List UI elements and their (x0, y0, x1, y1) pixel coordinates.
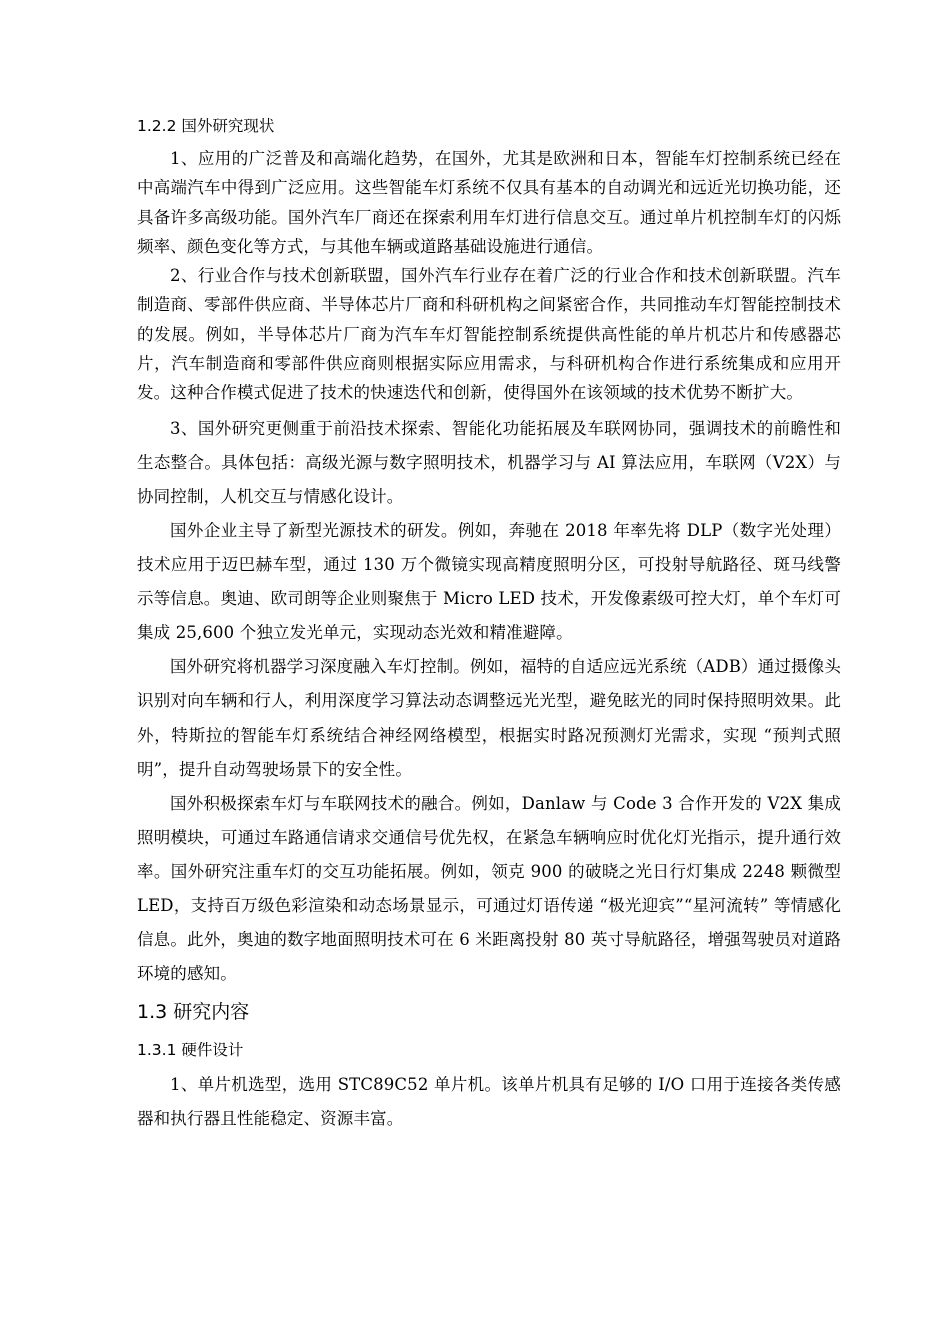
document-page (137, 113, 841, 1136)
paragraph-light-source-tech: 国外企业主导了新型光源技术的研发。例如，奔驰在 2018 年率先将 DLP（数字光处理）技术应用于迈巴赫车型，通过 130 万个微镜实现高精度照明分区，可投射导航路径、斑马线警示等信息。奥迪、欧司朗等企业则聚焦于 Micro LED 技术，开发像素级可控大灯，单个车灯可集成 25,600 个独立发光单元，实现动态光效和精准避障。 (137, 520, 841, 643)
paragraph-mcu-selection: 1、单片机选型，选用 STC89C52 单片机。该单片机具有足够的 I/O 口用于连接各类传感器和执行器且性能稳定、资源丰富。 (137, 1075, 841, 1129)
paragraph-application-trend: 1、应用的广泛普及和高端化趋势，在国外，尤其是欧洲和日本，智能车灯控制系统已经在中高端汽车中得到广泛应用。这些智能车灯系统不仅具有基本的自动调光和远近光切换功能，还具备许多高级功能。国外汽车厂商还在探索利用车灯进行信息交互。通过单片机控制车灯的闪烁频率、颜色变化等方式，与其他车辆或道路基础设施进行通信。 (137, 149, 841, 256)
section-heading-1-2-2: 1.2.2 国外研究现状 (137, 117, 275, 135)
section-heading-1-3: 1.3 研究内容 (137, 1001, 250, 1024)
paragraph-machine-learning: 国外研究将机器学习深度融入车灯控制。例如，福特的自适应远光系统（ADB）通过摄像头识别对向车辆和行人，利用深度学习算法动态调整远光光型，避免眩光的同时保持照明效果。此外，特斯拉的智能车灯系统结合神经网络模型，根据实时路况预测灯光需求，实现 “预判式照明”，提升自动驾驶场景下的安全性。 (137, 657, 841, 779)
paragraph-v2x-interaction: 国外积极探索车灯与车联网技术的融合。例如，Danlaw 与 Code 3 合作开发的 V2X 集成照明模块，可通过车路通信请求交通信号优先权，在紧急车辆响应时优化灯光指示，提升通行效率。国外研究注重车灯的交互功能拓展。例如，领克 900 的破晓之光日行灯集成 2248 颗微型 LED，支持百万级色彩渲染和动态场景显示，可通过灯语传递 “极光迎宾”“星河流转” 等情感化信息。此外，奥迪的数字地面照明技术可在 6 米距离投射 80 英寸导航路径，增强驾驶员对道路环境的感知。 (137, 793, 841, 984)
paragraph-industry-cooperation: 2、行业合作与技术创新联盟，国外汽车行业存在着广泛的行业合作和技术创新联盟。汽车制造商、零部件供应商、半导体芯片厂商和科研机构之间紧密合作，共同推动车灯智能控制技术的发展。例如，半导体芯片厂商为汽车车灯智能控制系统提供高性能的单片机芯片和传感器芯片，汽车制造商和零部件供应商则根据实际应用需求，与科研机构合作进行系统集成和应用开发。这种合作模式促进了技术的快速迭代和创新，使得国外在该领域的技术优势不断扩大。 (137, 266, 841, 403)
paragraph-frontier-research: 3、国外研究更侧重于前沿技术探索、智能化功能拓展及车联网协同，强调技术的前瞻性和生态整合。具体包括：高级光源与数字照明技术，机器学习与 AI 算法应用，车联网（V2X）与协同控制，人机交互与情感化设计。 (137, 418, 841, 506)
section-heading-1-3-1: 1.3.1 硬件设计 (137, 1041, 244, 1060)
